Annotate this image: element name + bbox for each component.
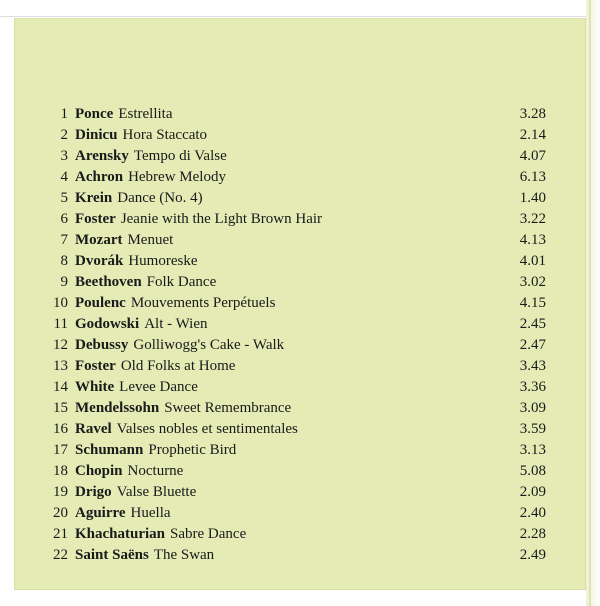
track-title <box>75 167 226 188</box>
track-composer: Foster <box>75 211 116 227</box>
track-title <box>75 482 196 503</box>
track-number: 6 <box>60 211 68 227</box>
track-number: 10 <box>53 295 68 311</box>
track-composer: Arensky <box>75 148 129 164</box>
track-work: Valses nobles et sentimentales <box>116 421 298 437</box>
track-title <box>75 545 214 566</box>
track-composer: Ravel <box>75 421 112 437</box>
track-title <box>75 356 235 377</box>
track-duration: 2.47 <box>519 337 546 353</box>
track-row <box>0 545 600 566</box>
track-row <box>0 251 600 272</box>
track-work: Dance (No. 4) <box>117 190 203 206</box>
track-composer: Foster <box>75 358 116 374</box>
track-number: 21 <box>53 526 68 542</box>
track-title <box>75 251 198 272</box>
track-number: 22 <box>53 547 68 563</box>
track-composer: Poulenc <box>75 295 126 311</box>
track-number: 17 <box>53 442 68 458</box>
track-work: Hebrew Melody <box>128 169 226 185</box>
track-composer: Beethoven <box>75 274 142 290</box>
track-composer: Godowski <box>75 316 140 332</box>
track-row <box>0 146 600 167</box>
track-work: Estrellita <box>118 106 173 122</box>
track-duration: 4.15 <box>519 295 546 311</box>
track-composer: Ponce <box>75 106 114 122</box>
track-work: The Swan <box>153 547 215 563</box>
track-title <box>75 377 198 398</box>
track-composer: Schumann <box>75 442 144 458</box>
track-number: 12 <box>53 337 68 353</box>
track-title <box>75 125 207 146</box>
track-composer: Krein <box>75 190 113 206</box>
track-duration: 2.40 <box>519 505 546 521</box>
track-title <box>75 230 173 251</box>
track-duration: 4.07 <box>519 148 546 164</box>
track-number: 15 <box>53 400 68 416</box>
track-work: Nocturne <box>127 463 184 479</box>
track-title <box>75 188 203 209</box>
track-duration: 2.28 <box>519 526 546 542</box>
track-row <box>0 272 600 293</box>
track-title <box>75 146 227 167</box>
track-duration: 2.49 <box>519 547 546 563</box>
track-title <box>75 314 207 335</box>
track-row <box>0 314 600 335</box>
track-title <box>75 440 236 461</box>
track-title <box>75 104 172 125</box>
track-duration: 2.14 <box>519 127 546 143</box>
track-row <box>0 461 600 482</box>
track-work: Huella <box>130 505 171 521</box>
track-composer: Chopin <box>75 463 123 479</box>
track-number: 8 <box>60 253 68 269</box>
track-work: Mouvements Perpétuels <box>130 295 276 311</box>
track-work: Golliwogg's Cake - Walk <box>133 337 285 353</box>
track-composer: Achron <box>75 169 124 185</box>
track-number: 13 <box>53 358 68 374</box>
track-work: Tempo di Valse <box>133 148 227 164</box>
track-row <box>0 335 600 356</box>
track-duration: 1.40 <box>519 190 546 206</box>
track-row <box>0 503 600 524</box>
track-number: 3 <box>60 148 68 164</box>
track-title <box>75 398 291 419</box>
track-composer: Dvorák <box>75 253 124 269</box>
track-duration: 3.13 <box>519 442 546 458</box>
track-row <box>0 398 600 419</box>
track-list <box>0 104 600 566</box>
track-work: Humoreske <box>128 253 198 269</box>
track-duration: 2.09 <box>519 484 546 500</box>
track-composer: Dinicu <box>75 127 118 143</box>
track-work: Menuet <box>127 232 174 248</box>
track-duration: 3.28 <box>519 106 546 122</box>
track-title <box>75 209 322 230</box>
track-row <box>0 440 600 461</box>
track-title <box>75 335 284 356</box>
track-work: Old Folks at Home <box>120 358 236 374</box>
track-row <box>0 482 600 503</box>
track-number: 4 <box>60 169 68 185</box>
track-duration: 4.01 <box>519 253 546 269</box>
track-number: 5 <box>60 190 68 206</box>
track-number: 2 <box>60 127 68 143</box>
track-duration: 5.08 <box>519 463 546 479</box>
track-row <box>0 104 600 125</box>
track-number: 19 <box>53 484 68 500</box>
track-number: 18 <box>53 463 68 479</box>
track-duration: 3.36 <box>519 379 546 395</box>
track-row <box>0 419 600 440</box>
track-title <box>75 293 275 314</box>
track-number: 20 <box>53 505 68 521</box>
track-row <box>0 209 600 230</box>
track-title <box>75 419 298 440</box>
track-duration: 4.13 <box>519 232 546 248</box>
track-composer: Mendelssohn <box>75 400 160 416</box>
track-work: Sweet Remembrance <box>164 400 292 416</box>
top-paper-edge <box>0 16 600 17</box>
track-work: Hora Staccato <box>122 127 208 143</box>
track-row <box>0 524 600 545</box>
track-composer: Mozart <box>75 232 123 248</box>
track-work: Jeanie with the Light Brown Hair <box>120 211 323 227</box>
track-work: Folk Dance <box>146 274 217 290</box>
track-work: Alt - Wien <box>144 316 208 332</box>
track-duration: 3.02 <box>519 274 546 290</box>
track-number: 9 <box>60 274 68 290</box>
track-number: 1 <box>60 106 68 122</box>
track-composer: Debussy <box>75 337 129 353</box>
track-composer: Aguirre <box>75 505 126 521</box>
track-duration: 3.09 <box>519 400 546 416</box>
track-number: 14 <box>53 379 68 395</box>
track-row <box>0 167 600 188</box>
track-duration: 3.59 <box>519 421 546 437</box>
track-work: Levee Dance <box>119 379 198 395</box>
track-composer: Drigo <box>75 484 112 500</box>
track-title <box>75 524 246 545</box>
track-title <box>75 272 216 293</box>
track-title <box>75 461 183 482</box>
track-row <box>0 188 600 209</box>
track-duration: 6.13 <box>519 169 546 185</box>
track-duration: 2.45 <box>519 316 546 332</box>
track-work: Valse Bluette <box>116 484 197 500</box>
track-number: 11 <box>53 316 68 332</box>
track-number: 16 <box>53 421 68 437</box>
track-duration: 3.22 <box>519 211 546 227</box>
track-row <box>0 356 600 377</box>
track-row <box>0 125 600 146</box>
track-row <box>0 377 600 398</box>
track-composer: Khachaturian <box>75 526 166 542</box>
track-work: Sabre Dance <box>170 526 247 542</box>
track-title <box>75 503 171 524</box>
track-row <box>0 293 600 314</box>
track-row <box>0 230 600 251</box>
track-number: 7 <box>60 232 68 248</box>
track-composer: White <box>75 379 115 395</box>
track-duration: 3.43 <box>519 358 546 374</box>
track-work: Prophetic Bird <box>148 442 237 458</box>
track-composer: Saint Saëns <box>75 547 149 563</box>
